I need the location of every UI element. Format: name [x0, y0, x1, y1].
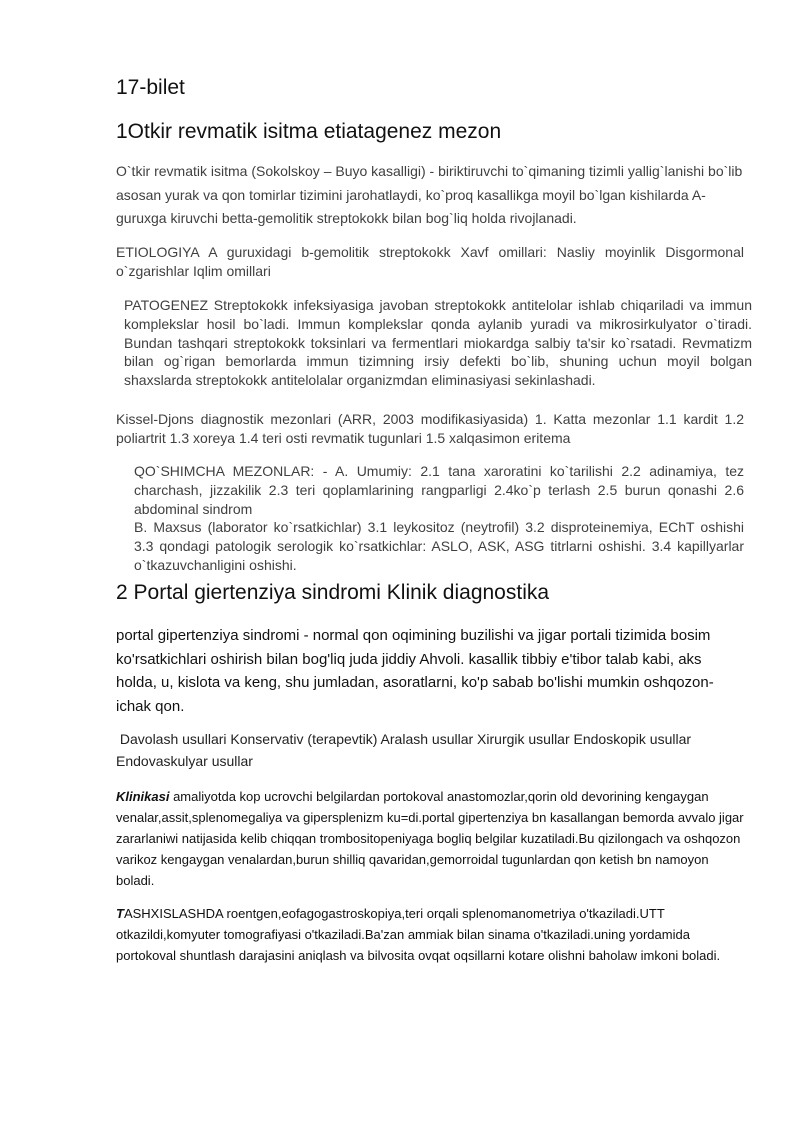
q2-definition-paragraph: portal gipertenziya sindromi - normal qon oqimining buzilishi va jigar portali tizimida bosim ko'rsatkichlari oshirish bilan bog'liq juda jiddiy Ahvoli. kasallik tibbiy e'tibor talab kabi, aks holda, u, kislota va keng, shu jumladan, asoratlarni, ko'p sabab bo'lishi mumkin oshqozon-ichak qon. [116, 627, 714, 715]
diagnosis-initial-letter: T [116, 906, 124, 921]
q1-lab-criteria: B. Maxsus (laborator ko`rsatkichlar) 3.1 leykositoz (neytrofil) 3.2 disproteinemiya, EChT oshishi 3.3 qondagi patologik serologik ko`rsatkichlar: ASLO, ASK, ASG titrlarni oshishi. 3.4 kapillyarlar o`tkazuvchanligini oshishi. [134, 519, 744, 573]
question-1-heading: 1Otkir revmatik isitma etiatagenez mezon [116, 120, 502, 143]
diagnosis-text: ASHXISLASHDA roentgen,eofagogastroskopiya,teri orqali splenomanometriya o'tkaziladi.UTT otkazildi,komyuter tomografiyasi o'tkaziladi.Ba'zan ammiak bilan sinama o'tkaziladi.uning yordamida portokoval shuntlash darajasini aniqlash va bilvosita ovqat oqsillarni kotare olishni bahola​w imkoni boladi. [116, 906, 721, 963]
clinic-text: amaliyotda kop ucrovchi belgilardan portokoval anastomozlar,qorin old devorining kengaygan venalar,assit,splenomegaliya va gipersplenizm ku=di.portal gipertenziya bn kasallangan bemorda avvalo jigar zararlaniwi natijasida kelib chiqqan trombositopeniyaga bogliq belgilar kuzatiladi.Bu qizilongach va oshqozon varikoz kengaygan venalardan,burun shilliq qavaridan,gemorroidal tugunlardan qon ketish bn namoyon boladi. [116, 789, 744, 888]
q1-additional-criteria: QO`SHIMCHA MEZONLAR: - A. Umumiy: 2.1 tana xaroratini ko`tarilishi 2.2 adinamiya, tez charchash, jizzakilik 2.3 teri qoplamlarining rangparligi 2.4ko`p terlash 2.5 burun qonashi 2.6 abdominal sindrom [134, 463, 744, 517]
pathogenesis-text: PATOGENEZ Streptokokk infeksiyasiga javoban streptokokk antitelolar ishlab chiqariladi va immun komplekslar hosil bo`ladi. Immun komplekslar qonda aylanib yuradi va mikrosirkulyator o`tiradi. Bundan tashqari streptokokk toksinlari va fermentlari miokardga salbiy ta'sir ko`rsatadi. Revmatizm bilan og`rigan bemorlarda immun tizimning irsiy defekti bo`lib, shuning uchun moyil bolgan shaxslarda streptokokk antitelolalar organizmdan eliminasiyasi sekinlashadi. [124, 297, 752, 389]
q1-additional-criteria-block [116, 462, 744, 575]
q1-etiology-paragraph: ETIOLOGIYA A guruxidagi b-gemolitik streptokokk Xavf omillari: Nasliy moyinlik Disgormonal o`zgarishlar Iqlim omillari [116, 244, 744, 279]
q2-treatment-text: Davolash usullari Konservativ (terapevtik) Aralash usullar Xirurgik usullar Endoskopik usullar Endovaskulyar usullar [116, 731, 692, 769]
q2-diagnosis-paragraph [116, 903, 744, 966]
q1-intro-paragraph: O`tkir revmatik isitma (Sokolskoy – Buyo kasalligi) - biriktiruvchi to`qimaning tizimli yallig`lanishi bo`lib asosan yurak va qon tomirlar tizimini jarohatlaydi, ko`proq kasallikga moyil bo`lgan kishilarda A-guruxga kiruvchi betta-gemolitik streptokokk bilan bog`liq holda rivojlanadi. [116, 163, 743, 226]
clinic-label: Klinikasi [116, 789, 170, 804]
q1-criteria-paragraph: Kissel-Djons diagnostik mezonlari (ARR, 2003 modifikasiyasida) 1. Katta mezonlar 1.1 kardit 1.2 poliartrit 1.3 xoreya 1.4 teri osti revmatik tugunlari 1.5 xalqasimon eritema [116, 411, 744, 446]
q2-clinic-paragraph [116, 786, 744, 891]
question-2-heading: 2 Portal giertenziya sindromi Klinik diagnostika [116, 581, 550, 604]
q1-pathogenesis-paragraph [116, 296, 752, 390]
q2-treatment-paragraph [116, 728, 744, 772]
ticket-number: 17-bilet [116, 76, 185, 99]
